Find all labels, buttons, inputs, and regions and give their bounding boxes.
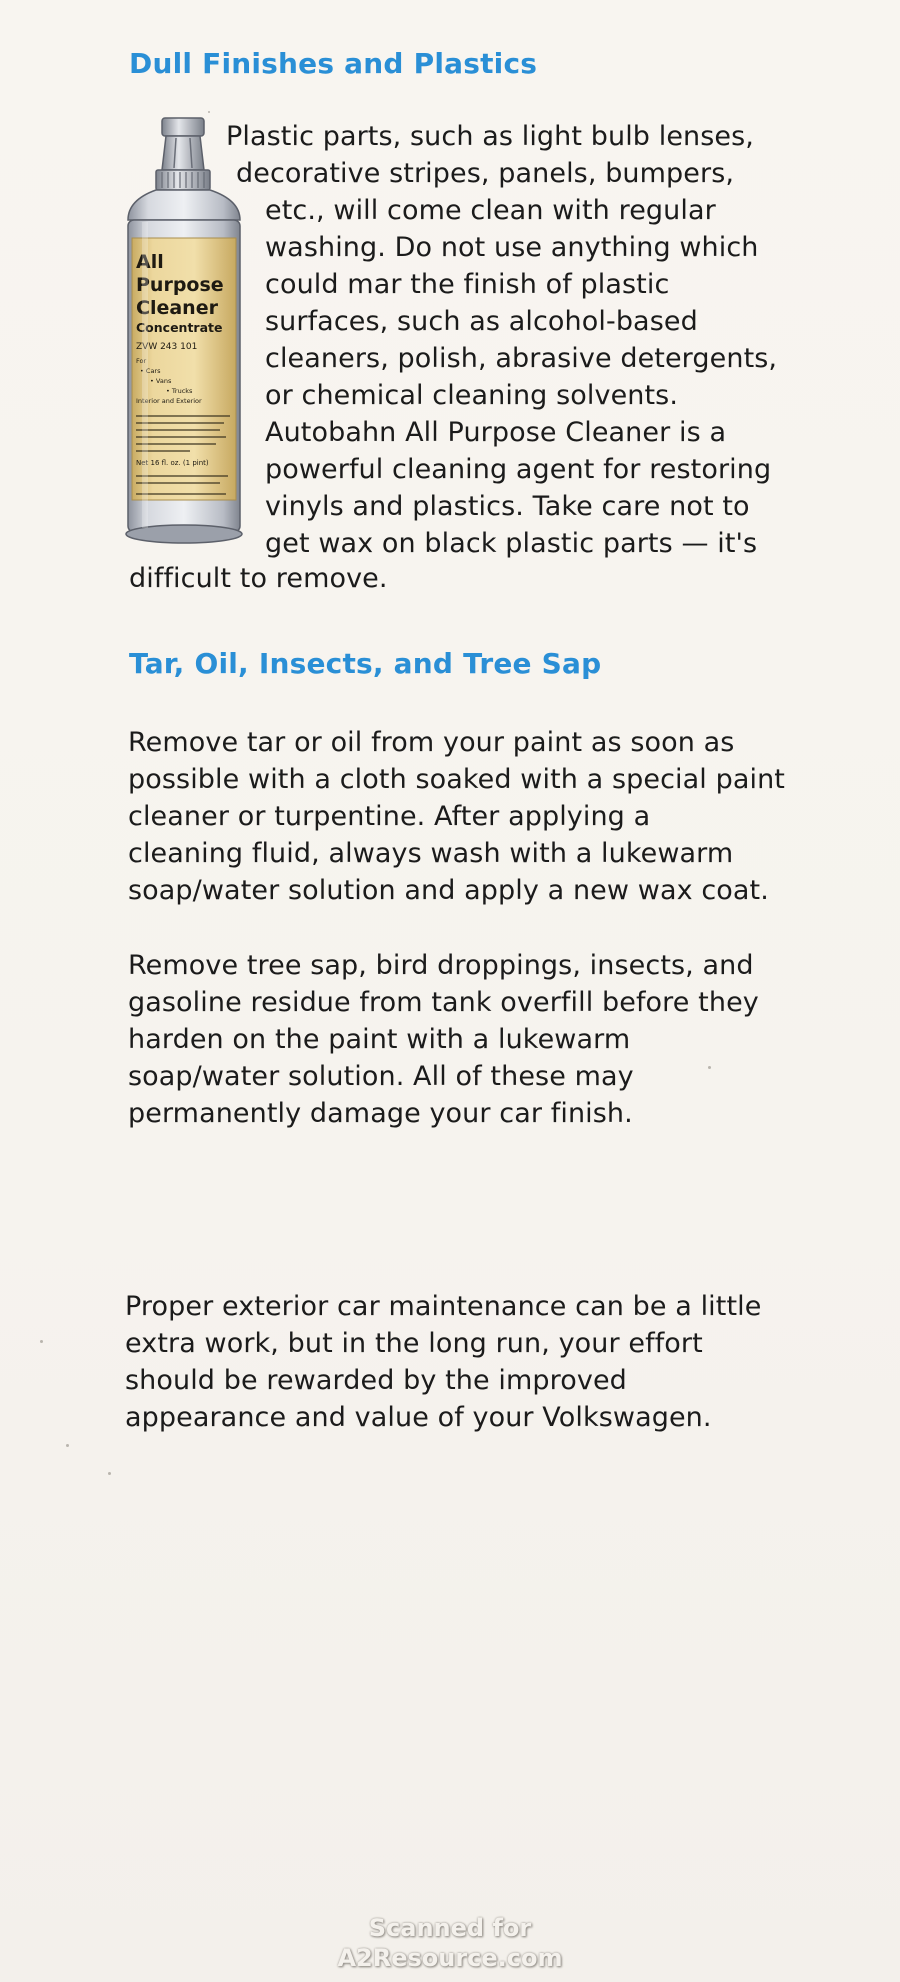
section-2-p1-line-1: Remove tar or oil from your paint as soon as — [128, 727, 735, 758]
section-1-line-12: get wax on black plastic parts — it's — [265, 528, 758, 559]
closing-line-1: Proper exterior car maintenance can be a little — [125, 1291, 762, 1322]
section-2-p1-line-2: possible with a cloth soaked with a special paint — [128, 764, 785, 795]
label-part-number: ZVW 243 101 — [136, 342, 198, 352]
label-use-trucks: • Trucks — [166, 387, 193, 395]
closing-line-3: should be rewarded by the improved — [125, 1365, 627, 1396]
section-1-line-1: Plastic parts, such as light bulb lenses, — [226, 121, 754, 152]
label-text-all: All — [136, 251, 164, 273]
section-1-line-8: or chemical cleaning solvents. — [265, 380, 679, 411]
scan-speck — [108, 1472, 111, 1475]
label-use-vans: • Vans — [150, 377, 172, 385]
label-text-purpose: Purpose — [136, 274, 224, 296]
section-1-line-6: surfaces, such as alcohol-based — [265, 306, 698, 337]
section-1-line-2: decorative stripes, panels, bumpers, — [236, 158, 735, 189]
watermark-line-2: A2Resource.com — [337, 1944, 563, 1972]
scan-speck — [208, 111, 210, 113]
label-volume: Net 16 fl. oz. (1 pint) — [136, 459, 209, 467]
closing-line-2: extra work, but in the long run, your effort — [125, 1328, 703, 1359]
section-1-line-4: washing. Do not use anything which — [265, 232, 759, 263]
section-heading-tar-oil: Tar, Oil, Insects, and Tree Sap — [129, 647, 602, 680]
scan-speck — [66, 1444, 69, 1447]
section-heading-dull-finishes: Dull Finishes and Plastics — [129, 47, 538, 80]
section-2-p1-line-3: cleaner or turpentine. After applying a — [128, 801, 651, 832]
scan-speck — [708, 1066, 711, 1069]
section-1-line-5: could mar the finish of plastic — [265, 269, 670, 300]
section-1-line-7: cleaners, polish, abrasive detergents, — [265, 343, 778, 374]
cleaner-bottle-illustration — [120, 110, 250, 550]
section-2-p2-line-5: permanently damage your car finish. — [128, 1098, 633, 1129]
section-2-p1-line-4: cleaning fluid, always wash with a lukewarm — [128, 838, 734, 869]
section-1-line-9: Autobahn All Purpose Cleaner is a — [265, 417, 727, 448]
label-use-interior-exterior: Interior and Exterior — [136, 397, 202, 405]
scan-speck — [40, 1340, 43, 1343]
label-text-cleaner: Cleaner — [136, 297, 218, 319]
section-1-line-3: etc., will come clean with regular — [265, 195, 716, 226]
section-2-p1-line-5: soap/water solution and apply a new wax coat. — [128, 875, 769, 906]
label-use-cars: • Cars — [140, 367, 161, 375]
section-2-p2-line-3: harden on the paint with a lukewarm — [128, 1024, 631, 1055]
section-1-line-10: powerful cleaning agent for restoring — [265, 454, 772, 485]
section-1-line-13: difficult to remove. — [129, 563, 388, 594]
watermark-line-1: Scanned for — [368, 1914, 532, 1942]
section-2-p2-line-2: gasoline residue from tank overfill before they — [128, 987, 759, 1018]
section-2-p2-line-1: Remove tree sap, bird droppings, insects, and — [128, 950, 754, 981]
label-text-concentrate: Concentrate — [136, 320, 223, 335]
label-for: For — [136, 357, 147, 365]
closing-line-4: appearance and value of your Volkswagen. — [125, 1402, 712, 1433]
section-2-p2-line-4: soap/water solution. All of these may — [128, 1061, 634, 1092]
section-1-line-11: vinyls and plastics. Take care not to — [265, 491, 750, 522]
